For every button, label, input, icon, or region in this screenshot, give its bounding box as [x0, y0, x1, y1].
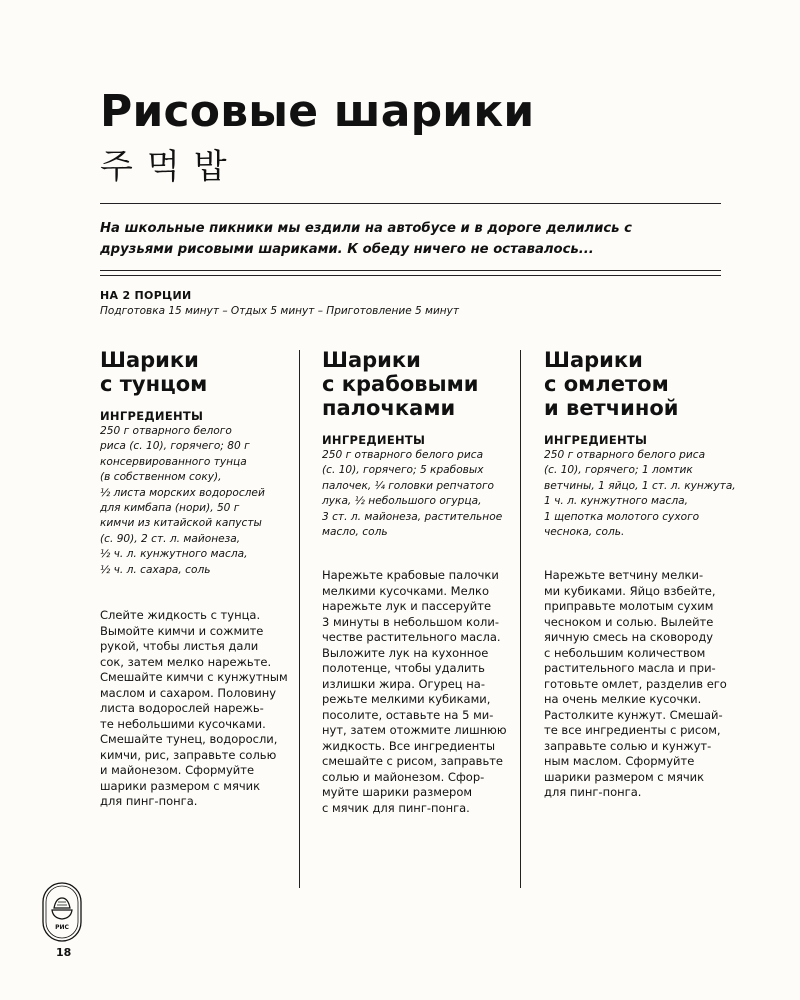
ingredients-list: 250 г отварного белого риса (с. 10), горячего; 1 ломтик ветчины, 1 яйцо, 1 ст. л. кунжута, 1 ч. л. кунжутного масла, 1 щепотка молотого сухого чеснока, соль. — [544, 449, 736, 539]
column-divider — [299, 350, 300, 888]
recipe-column-tuna — [100, 348, 300, 810]
method-text: Нарежьте ветчину мелки- ми кубиками. Яйцо взбейте, приправьте молотым сухим чесноком и солью. Вылейте яичную смесь на сковороду с небольшим количеством растительного масла и при- готовьте омлет, разделив его на очень мелкие кусочки. Растолките кунжут. Смешай- те все ингредиенты с рисом, заправьте солью и кунжут- ным маслом. Сформуйте шарики размером с мячик для пинг-понга. — [544, 568, 727, 800]
intro-text: На школьные пикники мы ездили на автобусе и в дороге делились с друзьями рисовыми шариками. К обеду ничего не оставалось... — [100, 221, 632, 257]
divider-double-2 — [100, 275, 721, 276]
page-number: 18 — [56, 946, 72, 959]
ingredients-heading: ИНГРЕДИЕНТЫ — [544, 433, 648, 447]
recipe-title: Шарики с тунцом — [100, 348, 208, 396]
page-title: Рисовые шарики — [100, 86, 535, 137]
recipe-column-omelette — [544, 348, 744, 801]
ingredients-heading: ИНГРЕДИЕНТЫ — [100, 409, 204, 423]
recipe-column-crab — [322, 348, 522, 816]
badge-label: РИС — [55, 924, 69, 931]
ingredients-list: 250 г отварного белого риса (с. 10), горячего; 5 крабовых палочек, ¼ головки репчатого лука, ½ небольшого огурца, 3 ст. л. майонеза, растительное масло, соль — [322, 449, 503, 539]
divider-double-1 — [100, 270, 721, 271]
korean-title: 주먹밥 — [100, 147, 241, 187]
ingredients-list: 250 г отварного белого риса (с. 10), горячего; 80 г консервированного тунца (в собственном соку), ½ листа морских водорослей для кимбапа (нори), 50 г кимчи из китайской капусты (с. 90), 2 ст. л. майонеза, ½ ч. л. кунжутного масла, ½ ч. л. сахара, соль — [100, 425, 265, 576]
ingredients-heading: ИНГРЕДИЕНТЫ — [322, 433, 426, 447]
timing-info: Подготовка 15 минут – Отдых 5 минут – Приготовление 5 минут — [100, 305, 459, 317]
divider-top — [100, 203, 721, 204]
column-divider — [520, 350, 521, 888]
method-text: Нарежьте крабовые палочки мелкими кусочками. Мелко нарежьте лук и пассеруйте 3 минуты в небольшом коли- честве растительного масла. Выложите лук на кухонное полотенце, чтобы удалить излишки жира. Огурец на- режьте мелкими кубиками, посолите, оставьте на 5 ми- нут, затем отожмите лишнюю жидкость. Все ингредиенты смешайте с рисом, заправьте солью и майонезом. Сфор- муйте шарики размером с мячик для пинг-понга. — [322, 568, 507, 815]
servings-label: НА 2 ПОРЦИИ — [100, 289, 192, 302]
method-text: Слейте жидкость с тунца. Вымойте кимчи и сожмите рукой, чтобы листья дали сок, затем мелко нарежьте. Смешайте кимчи с кунжутным маслом и сахаром. Половину листа водорослей нарежь- те небольшими кусочками. Смешайте тунец, водоросли, кимчи, рис, заправьте солью и майонезом. Сформуйте шарики размером с мячик для пинг-понга. — [100, 608, 288, 809]
recipe-title: Шарики с крабовыми палочками — [322, 348, 479, 420]
recipe-title: Шарики с омлетом и ветчиной — [544, 348, 679, 420]
rice-bowl-icon — [42, 882, 82, 942]
